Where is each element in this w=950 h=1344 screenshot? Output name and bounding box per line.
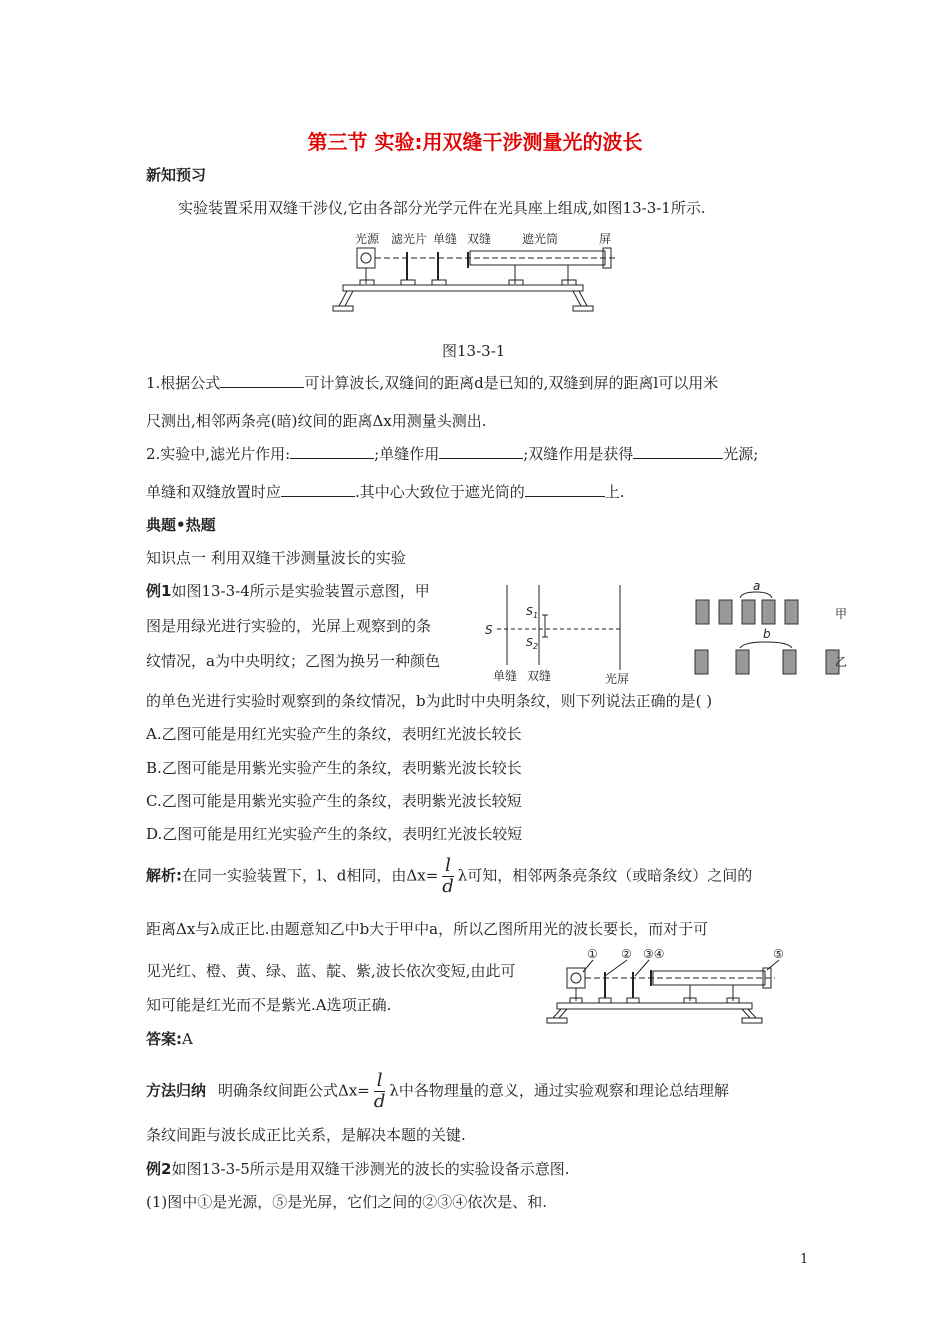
fraction-numerator: l	[442, 856, 454, 877]
fig1-label-light-source: 光源	[355, 232, 380, 246]
s2-label: S	[526, 636, 533, 649]
answer-blank[interactable]	[281, 482, 355, 497]
analysis-text-b: λ可知，相邻两条亮条纹（或暗条纹）之间的	[457, 866, 753, 885]
example1-line3: 纹情况，a为中央明纹；乙图为换另一种颜色	[146, 652, 440, 670]
section-heading-typical: 典题•热题	[146, 516, 216, 534]
option-c: C.乙图可能是用紫光实验产生的条纹，表明紫光波长较短	[146, 792, 522, 810]
answer-blank[interactable]	[525, 482, 605, 497]
answer-label: 答案:	[146, 1030, 182, 1048]
option-a: A.乙图可能是用红光实验产生的条纹，表明红光波长较长	[146, 725, 522, 743]
analysis-line3: 见光红、橙、黄、绿、蓝、靛、紫,波长依次变短,由此可	[146, 962, 516, 980]
fig1-label-double-slit: 双缝	[467, 232, 492, 246]
question-1	[146, 372, 718, 393]
q2-text-a: 2.实验中,滤光片作用:	[146, 445, 291, 463]
method-text-a: 明确条纹间距公式Δx=	[218, 1081, 370, 1100]
fig3-label-5: ⑤	[773, 947, 784, 961]
single-slit-label: 单缝	[493, 669, 518, 683]
double-slit-label: 双缝	[527, 669, 552, 683]
figure-caption: 图13-3-1	[442, 342, 506, 360]
fig3-label-2: ②	[621, 947, 632, 961]
analysis-line2: 距离Δx与λ成正比.由题意知乙中b大于甲中a，所以乙图所用光的波长要长，而对于可	[146, 920, 709, 938]
section-heading-preview: 新知预习	[146, 166, 207, 184]
source-label: S	[485, 623, 493, 637]
q2-line2-a: 单缝和双缝放置时应	[146, 483, 282, 501]
formula-fraction	[442, 856, 454, 897]
q2-text-b: ;单缝作用	[374, 445, 440, 463]
example1-text: 如图13-3-4所示是实验装置示意图，甲	[171, 582, 430, 600]
q2-line2-c: 上.	[604, 483, 625, 501]
label-jia: 甲	[835, 607, 848, 621]
option-d: D.乙图可能是用红光实验产生的条纹，表明红光波长较短	[146, 825, 523, 843]
example1-label: 例1	[146, 582, 172, 600]
method-text-b: λ中各物理量的意义，通过实验观察和理论总结理解	[389, 1081, 729, 1100]
screen-label: 光屏	[605, 672, 630, 686]
apparatus-figure	[325, 228, 625, 318]
svg-text:S2	[526, 636, 538, 651]
fringe-patterns	[690, 578, 850, 678]
apparatus-figure-numbered	[545, 946, 795, 1026]
label-a: a	[753, 579, 761, 593]
fig1-label-tube: 遮光筒	[522, 232, 559, 246]
fig1-label-single-slit: 单缝	[433, 232, 458, 246]
analysis-text-a: 在同一实验装置下，l、d相同，由Δx=	[182, 866, 439, 885]
slit-diagram	[485, 585, 645, 685]
example2-label: 例2	[146, 1160, 172, 1178]
example1-line2: 图是用绿光进行实验的，光屏上观察到的条	[146, 617, 432, 635]
fraction-denominator: d	[442, 876, 454, 897]
answer-blank[interactable]	[439, 444, 523, 459]
option-b: B.乙图可能是用紫光实验产生的条纹，表明紫光波长较长	[146, 759, 522, 777]
page-title: 第三节 实验:用双缝干涉测量光的波长	[307, 130, 643, 154]
label-yi: 乙	[835, 655, 848, 669]
fraction-numerator: l	[374, 1071, 386, 1092]
q2-text-d: 光源;	[723, 445, 759, 463]
s2-sub: 2	[532, 642, 539, 651]
example1-line4: 的单色光进行实验时观察到的条纹情况，b为此时中央明条纹，则下列说法正确的是( )	[146, 692, 713, 710]
fraction-denominator: d	[373, 1091, 386, 1112]
q2-line2-b: .其中心大致位于遮光筒的	[355, 483, 525, 501]
label-b: b	[763, 627, 771, 641]
method-line2: 条纹间距与波长成正比关系，是解决本题的关键.	[146, 1126, 466, 1144]
knowledge-point-heading: 知识点一 利用双缝干涉测量波长的实验	[146, 549, 406, 567]
fig1-label-screen: 屏	[599, 232, 612, 246]
fig1-label-filter: 滤光片	[391, 232, 428, 246]
example2-line1	[146, 1158, 570, 1179]
q1-text-b: 可计算波长,双缝间的距离d是已知的,双缝到屏的距离l可以用米	[304, 374, 719, 392]
answer-blank[interactable]	[220, 373, 304, 388]
intro-paragraph: 实验装置采用双缝干涉仪,它由各部分光学元件在光具座上组成,如图13-3-1所示.	[178, 199, 706, 217]
analysis-line1	[146, 856, 752, 897]
method-label: 方法归纳	[146, 1081, 207, 1100]
fig3-label-1: ①	[587, 947, 598, 961]
analysis-line4: 知可能是红光而不是紫光.A选项正确.	[146, 996, 392, 1014]
example2-text: 如图13-3-5所示是用双缝干涉测光的波长的实验设备示意图.	[171, 1160, 570, 1178]
question-1-line2: 尺测出,相邻两条亮(暗)纹间的距离Δx用测量头测出.	[146, 412, 487, 430]
method-line1	[146, 1071, 729, 1112]
answer-blank[interactable]	[633, 444, 723, 459]
question-2-line2	[146, 481, 625, 502]
fig3-label-34: ③④	[643, 947, 665, 961]
svg-text:S1	[526, 605, 538, 620]
answer-value: A	[182, 1030, 193, 1048]
s1-sub: 1	[532, 611, 539, 620]
s1-label: S	[526, 605, 533, 618]
q2-text-c: ;双缝作用是获得	[523, 445, 634, 463]
example1-line1	[146, 580, 430, 601]
answer-blank[interactable]	[290, 444, 374, 459]
example2-line2: (1)图中①是光源，⑤是光屏，它们之间的②③④依次是、和.	[146, 1193, 548, 1211]
analysis-label: 解析:	[146, 866, 182, 885]
answer-line	[146, 1028, 193, 1049]
formula-fraction	[374, 1071, 386, 1112]
page-number: 1	[800, 1252, 809, 1267]
q1-text-a: 1.根据公式	[146, 374, 221, 392]
question-2	[146, 443, 758, 464]
